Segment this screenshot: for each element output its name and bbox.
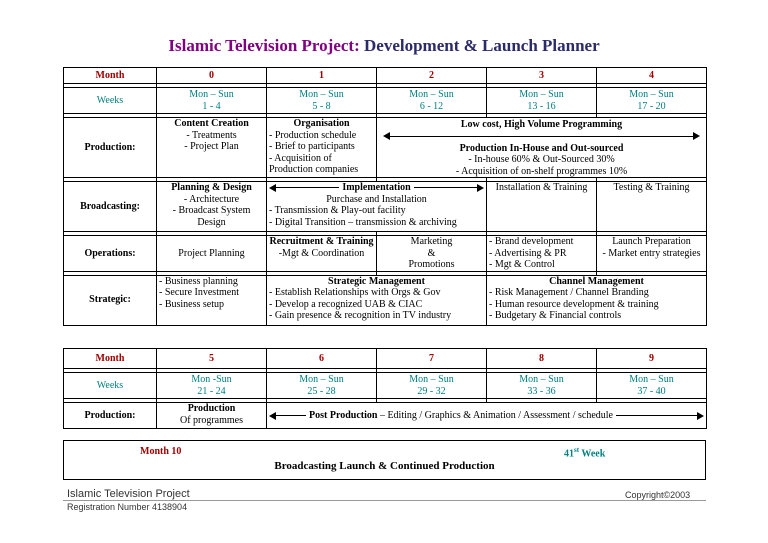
planning-design-title: Planning & Design (171, 182, 252, 193)
list-item: - Market entry strategies (602, 247, 701, 259)
launch-text: Broadcasting Launch & Continued Production (274, 460, 495, 472)
recruitment-title: Recruitment & Training (269, 236, 374, 247)
weeks-label: Weeks (64, 88, 157, 114)
footer-copyright: Copyright©2003 (625, 490, 691, 500)
footer-project: Islamic Television Project (67, 488, 190, 500)
footer-registration: Registration Number 4138904 (67, 502, 188, 512)
list-item: - Business planning (159, 275, 238, 287)
list-item: - Architecture (183, 193, 240, 205)
implementation-sub: Purchase and Installation (326, 193, 427, 205)
list-item: - Acquisition of Production companies (269, 152, 359, 175)
strategic-col0 (157, 275, 267, 325)
weeks-range: 6 - 12 (419, 100, 444, 112)
list-item: - Brand development (489, 236, 574, 247)
list-item: - In-house 60% & Out-Sourced 30% (468, 154, 615, 165)
post-production-bold: Post Production (309, 409, 378, 421)
launch-prep-cell (597, 236, 707, 272)
weeks-days: Mon – Sun (519, 374, 564, 385)
recruitment-cell (267, 236, 377, 272)
production-programmes-cell (157, 403, 267, 429)
double-arrow (383, 132, 700, 141)
list-item: - Secure Investment (159, 287, 239, 298)
month-0: 0 (157, 68, 267, 84)
installation-training: Installation & Training (487, 182, 597, 232)
list-item: - Treatments (186, 129, 237, 141)
month-6: 6 (267, 349, 377, 369)
project-planning: Project Planning (157, 236, 267, 272)
weeks-range: 17 - 20 (637, 100, 666, 112)
testing-training: Testing & Training (597, 182, 707, 232)
list-item: - Mgt & Control (489, 259, 555, 270)
weeks-cell (487, 88, 597, 114)
weeks-days: Mon – Sun (189, 89, 234, 100)
recruitment-sub: -Mgt & Coordination (278, 247, 365, 259)
production-label: Production: (64, 118, 157, 178)
weeks-range: 21 - 24 (197, 385, 226, 397)
list-item: - Acquisition of on-shelf programmes 10% (455, 165, 628, 177)
implementation-arrow (269, 182, 484, 194)
post-production-arrow (269, 410, 704, 422)
month-1: 1 (267, 68, 377, 84)
weeks-cell (157, 88, 267, 114)
week-suffix: st (574, 446, 580, 454)
weeks-range: 13 - 16 (527, 100, 556, 112)
content-creation-cell (157, 118, 267, 178)
organisation-title: Organisation (293, 118, 350, 129)
strategic-management-title: Strategic Management (328, 275, 425, 287)
operations-label: Operations: (64, 236, 157, 272)
planner-table-months-0-4 (63, 67, 707, 326)
list-item: - Project Plan (184, 141, 239, 152)
list-item: - Advertising & PR (489, 247, 567, 259)
weeks-cell (597, 88, 707, 114)
month-3: 3 (487, 68, 597, 84)
list-item: - Business setup (159, 298, 224, 310)
launch-box (63, 440, 706, 480)
weeks-cell (377, 88, 487, 114)
marketing-cell (377, 236, 487, 272)
page-title (0, 36, 768, 56)
month-7: 7 (377, 349, 487, 369)
month-8: 8 (487, 349, 597, 369)
list-item: - Establish Relationships with Orgs & Gov (269, 287, 441, 298)
month-5: 5 (157, 349, 267, 369)
implementation-cell (267, 182, 487, 232)
list-item: - Digital Transition – transmission & archiving (269, 216, 457, 228)
weeks-days: Mon – Sun (519, 89, 564, 100)
organisation-cell (267, 118, 377, 178)
weeks-range: 1 - 4 (202, 100, 221, 112)
weeks-cell (597, 373, 707, 399)
weeks-days: Mon – Sun (409, 89, 454, 100)
planner-table-months-5-9 (63, 348, 707, 429)
weeks-days: Mon – Sun (629, 374, 674, 385)
list-item: - Broadcast System Design (172, 205, 251, 228)
production-title: Production (187, 403, 236, 414)
production-label: Production: (64, 403, 157, 429)
month-2: 2 (377, 68, 487, 84)
weeks-days: Mon -Sun (191, 374, 232, 385)
content-creation-title: Content Creation (174, 118, 249, 129)
month-label: Month (64, 68, 157, 84)
month-4: 4 (597, 68, 707, 84)
channel-management-title: Channel Management (549, 275, 644, 287)
week-word: Week (579, 448, 606, 460)
weeks-cell (267, 373, 377, 399)
weeks-days: Mon – Sun (409, 374, 454, 385)
weeks-range: 25 - 28 (307, 385, 336, 397)
weeks-label: Weeks (64, 373, 157, 399)
broadcasting-label: Broadcasting: (64, 182, 157, 232)
post-production-cell (267, 403, 707, 429)
weeks-range: 29 - 32 (417, 385, 446, 397)
list-item: - Develop a recognized UAB & CIAC (269, 298, 423, 310)
list-item: - Risk Management / Channel Branding (489, 287, 649, 298)
marketing-line: Promotions (408, 259, 455, 270)
lowcost-title: Low cost, High Volume Programming (460, 119, 623, 130)
launch-prep-title: Launch Preparation (612, 236, 691, 247)
weeks-days: Mon – Sun (299, 374, 344, 385)
channel-management-cell (487, 275, 707, 325)
weeks-cell (377, 373, 487, 399)
inhouse-title: Production In-House and Out-sourced (459, 142, 624, 154)
list-item: - Budgetary & Financial controls (489, 310, 622, 321)
weeks-range: 37 - 40 (637, 385, 666, 397)
month-label: Month (64, 349, 157, 369)
weeks-cell (487, 373, 597, 399)
lowcost-cell (377, 118, 707, 178)
weeks-days: Mon – Sun (629, 89, 674, 100)
weeks-range: 5 - 8 (312, 100, 331, 112)
post-production-rest: – Editing / Graphics & Animation / Assessment / schedule (377, 409, 613, 421)
list-item: - Transmission & Play-out facility (269, 205, 406, 216)
list-item: - Human resource development & training (489, 298, 659, 310)
planning-design-cell (157, 182, 267, 232)
marketing-line: & (427, 247, 436, 259)
weeks-cell (267, 88, 377, 114)
month-9: 9 (597, 349, 707, 369)
week-number: 41 (564, 448, 574, 460)
footer-divider (63, 500, 706, 501)
week-41 (564, 446, 605, 459)
weeks-cell (157, 373, 267, 399)
list-item: - Brief to participants (269, 141, 355, 152)
weeks-range: 33 - 36 (527, 385, 556, 397)
title-project: Islamic Television Project: (168, 36, 360, 55)
strategic-management-cell (267, 275, 487, 325)
production-sub: Of programmes (179, 414, 244, 426)
list-item: - Gain presence & recognition in TV industry (269, 310, 452, 321)
title-subtitle: Development & Launch Planner (364, 36, 600, 55)
brand-cell (487, 236, 597, 272)
list-item: - Production schedule (269, 129, 357, 141)
implementation-title: Implementation (342, 182, 411, 193)
weeks-days: Mon – Sun (299, 89, 344, 100)
marketing-line: Marketing (410, 236, 453, 247)
month-10: Month 10 (140, 446, 182, 457)
post-production-text (306, 410, 616, 422)
strategic-label: Strategic: (64, 275, 157, 325)
